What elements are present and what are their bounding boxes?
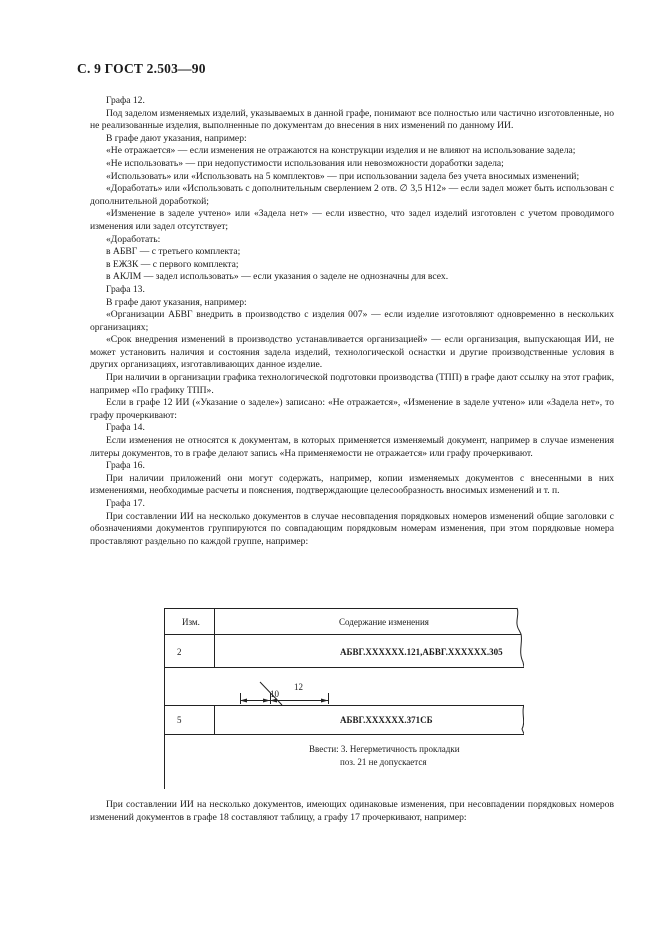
row-number: 2	[177, 647, 182, 657]
row-designation: АБВГ.XXXXXX.121,АБВГ.XXXXXX.305	[340, 647, 503, 657]
paragraph: При наличии приложений они могут содержать, например, копии изменяемых документов с внесенными в них изменениями, необходимые расчеты и пояснения, подтверждающие целесообразность вносимых изменений и т. п.	[90, 472, 614, 497]
change-table	[164, 604, 524, 789]
paragraph: «Срок внедрения изменений в производство устанавливается организацией» — если организация, выпускающая ИИ, не может установить наличия и состояния задела изделий, технологической оснастки и другие производственные условия в других организациях, изготавливающих данное изделие.	[90, 334, 614, 371]
paragraph: «Не использовать» — при недопустимости использования или невозможности доработки задела;	[106, 157, 504, 169]
closing-text	[90, 799, 614, 824]
paragraph: «Организации АБВГ внедрить в производство с изделия 007» — если изделие изготовляют одновременно в нескольких организациях;	[90, 309, 614, 333]
row-number: 5	[177, 715, 182, 725]
paragraph: В графе дают указания, например:	[106, 132, 247, 144]
change-note-line1: Ввести: 3. Негерметичность прокладки	[309, 744, 460, 754]
paragraph: Под заделом изменяемых изделий, указываемых в данной графе, понимают все полностью или частично изготовленные, но не реализованные изделия, выполненные по документам до внесения в них изменений по данному ИИ.	[90, 107, 614, 132]
paragraph: «Доработать:	[106, 233, 161, 245]
dimension-label-small: 10	[270, 689, 279, 699]
paragraph: При наличии в организации графика технологической подготовки производства (ТПП) в графе дают ссылку на этот график, например «По графику ТПП».	[90, 372, 614, 396]
paragraph: При составлении ИИ на несколько документов в случае несовпадения порядковых номеров изменений общие заголовки с обозначениями документов группируются по совпадающим порядковым номерам изменения, при этом порядковые номера проставляют раздельно по каждой группе, например:	[90, 510, 614, 547]
change-note-line2: поз. 21 не допускается	[340, 757, 427, 767]
paragraph: «Использовать» или «Использовать на 5 комплектов» — при использовании задела без учета вносимых изменений;	[106, 170, 580, 182]
paragraph: Графа 13.	[106, 283, 145, 295]
paragraph: «Доработать» или «Использовать с дополнительным сверлением 2 отв. ∅ 3,5 Н12» — если задел может быть использован с дополнительной доработкой;	[90, 183, 614, 207]
paragraph: Графа 16.	[106, 460, 145, 472]
page-header: С. 9 ГОСТ 2.503—90	[77, 61, 206, 76]
paragraph: При составлении ИИ на несколько документов, имеющих одинаковые изменения, при несовпадении порядковых номеров изменений документов в графе 18 составляют таблицу, а графу 17 прочеркивают, например:	[90, 799, 614, 823]
paragraph: в ЕЖЗК — с первого комплекта;	[106, 258, 239, 270]
paragraph: Если в графе 12 ИИ («Указание о заделе») записано: «Не отражается», «Изменение в заделе учтено» или «Задела нет», то графу прочеркивают:	[90, 397, 614, 421]
paragraph: В графе дают указания, например:	[106, 296, 247, 308]
dimension-label-large: 12	[294, 682, 303, 692]
paragraph: «Изменение в заделе учтено» или «Задела нет» — если известно, что задел изделий изготовлен с учетом проводимого изменения или задел отсутствует;	[90, 208, 614, 232]
paragraph: «Не отражается» — если изменения не отражаются на конструкции изделия и не влияют на использование задела;	[106, 145, 576, 157]
row-designation: АБВГ.XXXXXX.371СБ	[340, 715, 433, 725]
paragraph: Графа 12.	[106, 95, 145, 106]
body-text	[90, 95, 614, 548]
paragraph: в АБВГ — с третьего комплекта;	[106, 246, 241, 258]
paragraph: Графа 14.	[106, 422, 145, 434]
column-header-content: Содержание изменения	[339, 617, 429, 627]
paragraph: Если изменения не относятся к документам, в которых применяется изменяемый документ, например в случае изменения литеры документов, то в графе делают запись «На применяемости не отражается» или графу прочеркивают.	[90, 435, 614, 459]
paragraph: в АКЛМ — задел использовать» — если указания о заделе не однозначны для всех.	[106, 271, 449, 283]
column-header-num: Изм.	[182, 617, 200, 627]
paragraph: Графа 17.	[106, 498, 145, 509]
